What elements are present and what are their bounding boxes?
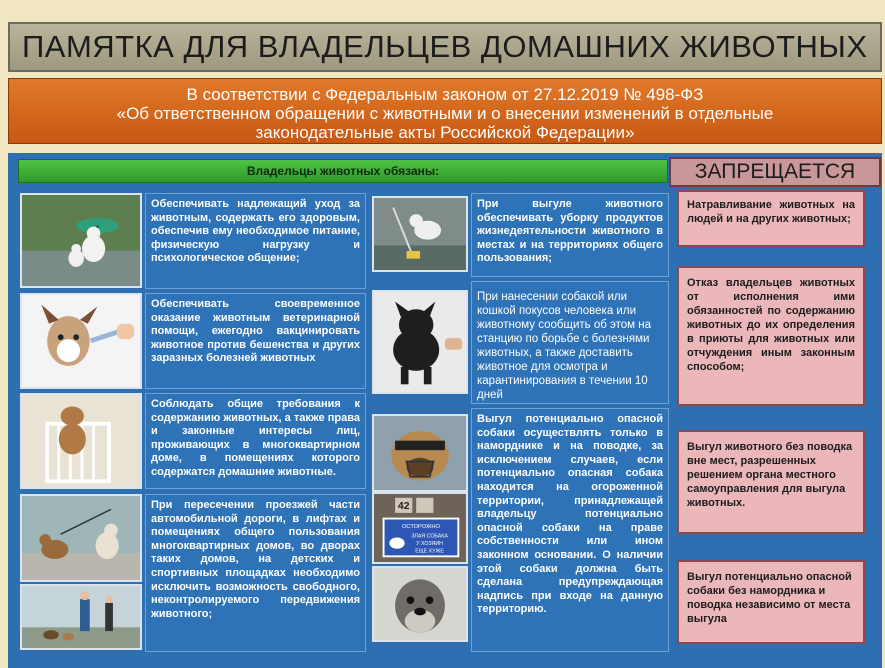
muzzled-dog-photo [372, 414, 468, 492]
warning-sign-photo [372, 492, 468, 564]
obligation-crossing-text: При пересечении проезжей части автомобильной дороги, в лифтах и помещениях общего пользования многоквартирных домов, во дворах таких домов, на детских и спортивных площадках необходимо исключить возможность свободного, неконтролируемого передвижения животного; [145, 494, 366, 652]
sign-line-2: ЗЛАЯ СОБАКА [411, 533, 448, 540]
page-title: ПАМЯТКА ДЛЯ ВЛАДЕЛЬЦЕВ ДОМАШНИХ ЖИВОТНЫХ [22, 29, 868, 64]
dog-vaccination-photo [20, 293, 142, 389]
title-banner [8, 22, 882, 72]
forbidden-incitement-box: Натравливание животных на людей и на других животных; [677, 190, 865, 247]
forbidden-header: ЗАПРЕЩАЕТСЯ [669, 157, 881, 187]
forbidden-abandonment-box: Отказ владельцев животных от исполнения ими обязанностей по содержанию животных до их определения в приюты для животных или отчуждения иным законным способом; [677, 266, 865, 406]
law-line-1: В соответствии с Федеральным законом от 27.12.2019 № 498-ФЗ [186, 85, 704, 104]
dog-gate-photo [20, 393, 142, 489]
house-number-text: 42 [397, 501, 410, 513]
obligation-bite-report-text: При нанесении собакой или кошкой покусов человека или животному сообщить об этом на станцию по борьбе с болезнями животных, а также доставить животное для осмотра и карантинирования в течении 10 дней [471, 281, 669, 404]
obligation-dangerous-dog-text: Выгул потенциально опасной собаки осуществлять только в наморднике и на поводке, за исключением случаев, если потенциально опасная собака находится на огороженной территории, принадлежащей владельцу потенциально опасной собаки на праве собственности или ином законном основании. О наличии этой собаки должна быть сделана предупреждающая надпись при входе на данную территорию. [471, 408, 669, 652]
obligation-care-text: Обеспечивать надлежащий уход за животным, содержать его здоровым, обеспечив ему необходимое питание, физическую нагрузку и психологическое общение; [145, 193, 366, 289]
forbidden-no-leash-box: Выгул животного без поводка вне мест, разрешенных решением органа местного самоуправления для выгула животных. [677, 430, 865, 534]
dog-umbrella-photo [20, 193, 142, 288]
obligation-housing-text: Соблюдать общие требования к содержанию животных, а также права и законные интересы лиц, проживающих в многоквартирном доме, в помещениях которого содержатся домашние животные. [145, 393, 366, 489]
sign-line-4: ЕЩЕ ХУЖЕ [415, 548, 444, 555]
obligation-vet-text: Обеспечивать своевременное оказание животным ветеринарной помощи, ежегодно вакцинировать животное против бешенства и других заразных болезней животных [145, 293, 366, 389]
forbidden-dangerous-dog-box: Выгул потенциально опасной собаки без намордника и поводка независимо от места выгула [677, 560, 865, 644]
people-walking-dogs-photo [20, 584, 142, 650]
dogs-on-leash-photo [20, 494, 142, 582]
sign-line-3: У ХОЗЯИН [416, 541, 443, 547]
sign-line-1: ОСТОРОЖНО [401, 524, 440, 530]
law-line-2: «Об ответственном обращении с животными и о внесении изменений в отдельные [116, 104, 774, 123]
black-puppy-photo [372, 290, 468, 394]
obliged-header: Владельцы животных обязаны: [18, 159, 668, 183]
schnauzer-photo [372, 566, 468, 642]
law-line-3: законодательные акты Российской Федерации» [255, 123, 635, 142]
obligation-cleanup-text: При выгуле животного обеспечивать уборку продуктов жизнедеятельности животного в местах и на территориях общего пользования; [471, 193, 669, 277]
dog-cleanup-photo [372, 196, 468, 272]
law-banner [8, 78, 882, 144]
